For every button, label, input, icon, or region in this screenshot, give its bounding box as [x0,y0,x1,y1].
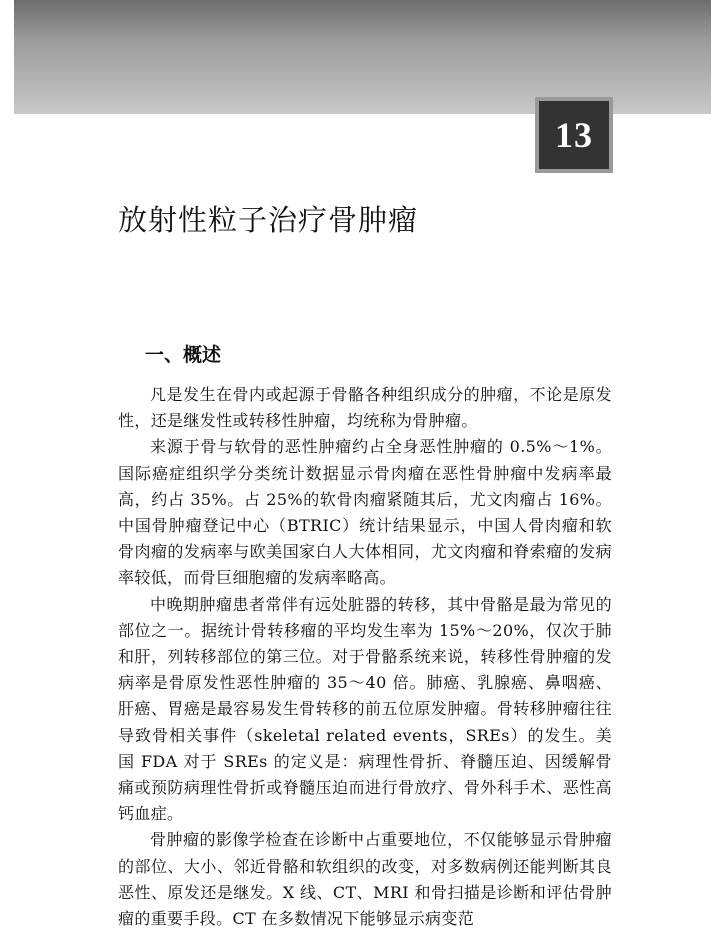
paragraph: 凡是发生在骨内或起源于骨骼各种组织成分的肿瘤，不论是原发性，还是继发性或转移性肿瘤，均统称为骨肿瘤。 [118,385,612,431]
section-heading: 一、概述 [145,344,222,366]
body-text [118,382,612,932]
chapter-title: 放射性粒子治疗骨肿瘤 [118,203,419,237]
paragraph: 中晚期肿瘤患者常伴有远处脏器的转移，其中骨骼是最为常见的部位之一。据统计骨转移瘤的平均发生率为 15%～20%，仅次于肺和肝，列转移部位的第三位。对于骨骼系统来说，转移性骨肿瘤的发病率是骨原发性恶性肿瘤的 35～40 倍。肺癌、乳腺癌、鼻咽癌、肝癌、胃癌是最容易发生骨转移的前五位原发肿瘤。骨转移肿瘤往往导致骨相关事件（skeletal related events，SREs）的发生。美国 FDA 对于 SREs 的定义是：病理性骨折、脊髓压迫、因缓解骨痛或预防病理性骨折或脊髓压迫而进行骨放疗、骨外科手术、恶性高钙血症。 [118,594,612,824]
paragraph: 骨肿瘤的影像学检查在诊断中占重要地位，不仅能够显示骨肿瘤的部位、大小、邻近骨骼和软组织的改变，对多数病例还能判断其良恶性、原发还是继发。X 线、CT、MRI 和骨扫描是诊断和评估骨肿瘤的重要手段。CT 在多数情况下能够显示病变范 [118,830,612,929]
paragraph: 来源于骨与软骨的恶性肿瘤约占全身恶性肿瘤的 0.5%～1%。国际癌症组织学分类统计数据显示骨肉瘤在恶性骨肿瘤中发病率最高，约占 35%。占 25%的软骨肉瘤紧随其后，尤文肉瘤占 16%。中国骨肿瘤登记中心（BTRIC）统计结果显示，中国人骨肉瘤和软骨肉瘤的发病率与欧美国家白人大体相同，尤文肉瘤和脊索瘤的发病率较低，而骨巨细胞瘤的发病率略高。 [118,437,612,588]
chapter-number: 13 [555,115,593,155]
chapter-number-box [535,97,613,173]
